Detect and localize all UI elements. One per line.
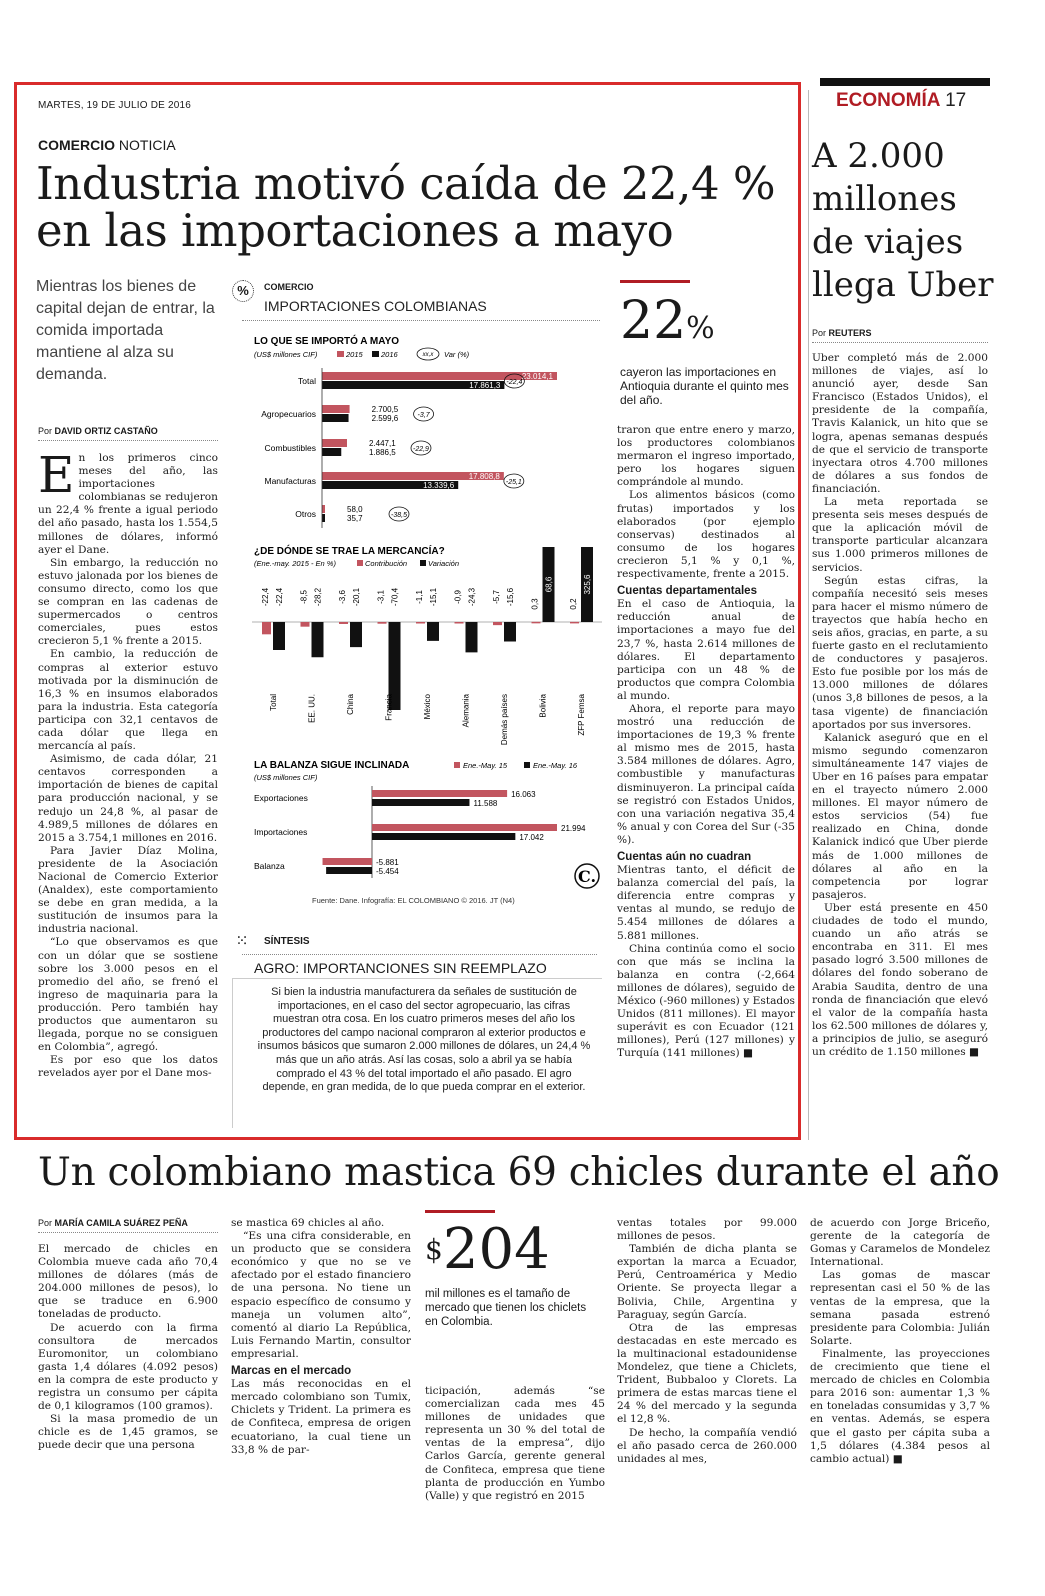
label-16: 17.042 (519, 833, 544, 842)
bar-15 (372, 790, 507, 797)
chart-tag: COMERCIO (264, 282, 314, 292)
chart3-category: Balanza (254, 861, 285, 871)
chart2-category: China (346, 694, 355, 715)
value-2015: 17.808,8 (468, 472, 500, 481)
variation-bar (350, 622, 362, 647)
bar-2016 (322, 414, 349, 422)
variation-label: -24,3 (467, 587, 477, 607)
chart1-title: LO QUE SE IMPORTÓ A MAYO (254, 336, 400, 347)
chicles-column-5: de acuerdo con Jorge Briceño, gerente de la categoría de Gomas y Caramelos de Mondelez International. Las gomas de mascar representan casi el 50 % de las ventas de la empresa, que la semana pasada estrenó presidente para Colombia: Julián Solarte. Finalmente, las proyecciones de crecimiento que tiene el mercado de chicles en Colombia para 2016 son: aumentar 1,3 % en toneladas consumidas y 3,7 % en ventas. Además, se espera que el gasto per cápita suba a 1,5 dólares (4.384 pesos al cambio actual) ■ (810, 1217, 990, 1465)
uber-column: Uber completó más de 2.000 millones de viajes, así lo anunció ayer, desde San Francisco (Estados Unidos), el presidente de la compañía, Travis Kalanick, un hito que se logra, apenas semanas después de que el servicio de transporte inyectara otros 4.700 millones de dólares a sus fondos de financiación. La meta reportada se presenta seis meses después de que la aplicación móvil de transporte particular alcanzara sus 1.000 primeros millones de servicios. Según estas cifras, la compañía necesitó seis meses para hacer el mismo número de trayectos que había hecho en seis años, gracias, en parte, a su fuerte gasto en el reclutamiento de conductores y pasajeros. Esto fue posible por los más de 13.000 millones de dólares (unos 3,8 billones de pesos, a la tasa vigente) de financiación aportados por sus inversores. Kalanick aseguró que en el mismo segundo comenzaron simultáneamente 147 viajes de Uber en 16 países para empatar en el trayecto número 2.000 millones. El mayor número de estos servicios (54) fue realizado en China, donde Kalanick indicó que Uber pierde más de 1.000 millones de dólares al año en la competencia por lograr pasajeros. Uber está presente en 450 ciudades de todo el mundo, cuando un año atrás se encontraba en 311. El mes pasado logró 3.500 millones de dólares del fondo soberano de Arabia Saudita, dentro de una ronda de financiación que elevó el valor de la compañía hasta los 62.500 millones de dólares y, a principios de julio, se aseguró un crédito de 1.150 millones ■ (812, 352, 988, 1058)
legend-15-swatch (454, 762, 460, 768)
bar-2015 (322, 439, 347, 447)
variation-bar (312, 622, 324, 657)
sintesis-title: AGRO: IMPORTANCIONES SIN REEMPLAZO (254, 960, 547, 976)
chart-svg (232, 278, 610, 908)
legend-contrib: Contribución (365, 559, 408, 568)
chart3-subtitle: (US$ millones CIF) (254, 773, 318, 782)
byline: Por DAVID ORTIZ CASTAÑO (38, 426, 218, 441)
variation-label: -70,4 (390, 587, 400, 607)
page-date: MARTES, 19 DE JULIO DE 2016 (38, 100, 192, 111)
drop-cap: E (38, 446, 75, 504)
subhead-departamentales: Cuentas departamentales (617, 585, 757, 598)
value-2015: 58,0 (347, 505, 363, 514)
section-bar (820, 78, 990, 86)
contrib-bar (570, 622, 579, 624)
legend-var: Var (%) (444, 350, 470, 359)
variation-label: 325,6 (583, 574, 592, 595)
legend-var-label: xx,x (422, 352, 434, 358)
subhead-cuentas: Cuentas aún no cuadran (617, 851, 752, 863)
contrib-bar (262, 622, 271, 634)
contrib-bar (455, 622, 464, 624)
label-16: 11.588 (473, 799, 498, 808)
variation-bar (427, 622, 439, 641)
contrib-bar (378, 622, 387, 624)
value-2016: 13.339,6 (423, 481, 455, 490)
sintesis-icon: ⁙ (235, 933, 249, 950)
contrib-label: 0,2 (569, 598, 578, 610)
contrib-label: -22,4 (261, 587, 270, 607)
value-2016: 35,7 (347, 514, 363, 523)
contrib-label: -3,6 (338, 590, 347, 604)
page-number: 17 (945, 90, 967, 111)
chicles-byline: Por MARÍA CAMILA SUÁREZ PEÑA (38, 1218, 218, 1233)
bar-2016 (322, 448, 341, 456)
legend-2016: 2016 (381, 350, 398, 359)
bar-15 (372, 824, 557, 831)
chart1-category: Agropecuarios (261, 409, 316, 419)
variation-label: -28,2 (313, 587, 323, 607)
contrib-label: 0,3 (530, 598, 540, 610)
chart-source: Fuente: Dane. Infografía: EL COLOMBIANO © 2016. JT (N4) (312, 896, 515, 905)
chart1-subtitle: (US$ millones CIF) (254, 350, 318, 359)
label-16: -5.454 (376, 867, 399, 876)
contrib-bar (339, 622, 348, 624)
legend-var-swatch (420, 560, 426, 566)
value-2016: 1.886,5 (368, 448, 396, 457)
chart3-category: Exportaciones (254, 793, 308, 803)
infographic (232, 278, 610, 908)
chart1-category: Combustibles (264, 443, 316, 453)
chart2-category: EE. UU. (307, 694, 317, 723)
uber-headline: A 2.000 millones de viajes llega Uber (812, 136, 994, 305)
legend-15: Ene.-May. 15 (463, 761, 508, 770)
value-2016: 2.599,6 (371, 414, 399, 423)
main-column-1: En los primeros cinco meses del año, las importaciones colombianas se redujeron un 22,4 % frente a igual periodo del año pasado, hasta los 1.554,5 millones de dólares, informó ayer el Dane. Sin embargo, la reducción no estuvo jalonada por los bienes de consumo directo, como los que se compran en las cadenas de supermercados o centros comerciales, pues estos crecieron 5,1 % frente a 2015. En cambio, la reducción de compras al exterior estuvo motivada por la disminución de 16,3 % en insumos elaborados para la industria. Esta categoría participa con 32,1 centavos de cada dólar que llega en mercancía al país. Asimismo, de cada dólar, 21 centavos corresponden a importación de bienes de capital para producción nacional, y se redujo un 24,8 %, al pasar de 4.989,5 millones de dólares en 2015 a 3.754,1 millones en 2016. Para Javier Díaz Molina, presidente de la Asociación Nacional de Comercio Exterior (Analdex), este comportamiento se debe en gran medida, a la sustitución de insumos para la industria nacional. “Lo que observamos es que con un dólar que se sostiene sobre los 3.000 pesos en el promedio del año, se frenó el ingreso de maquinaria para la producción. Pero también hay productos que aumentaron su llegada, porque no se consiguen en Colombia”, agregó. Es por eso que los datos revelados ayer por el Dane mos- (38, 446, 218, 1080)
chicles-column-2: se mastica 69 chicles al año. “Es una cifra considerable, en un producto que se considera económico y que no se ve afectado por el estado financiero de una persona. No tiene un espacio específico de consumo y maneja un volumen alto”, comentó al diario La República, Luis Fernando Martin, consultor empresarial. Marcas en el mercado Las más reconocidas en el mercado colombiano son Tumix, Chiclets y Trident. La primera es de Confiteca, empresa de origen ecuatoriano, la cual tiene un 33,8 % de par- (231, 1217, 411, 1456)
chart2-subtitle: (Ene.-may. 2015 - En %) (254, 559, 336, 568)
bar-16 (372, 833, 515, 840)
bar-16 (372, 799, 469, 806)
var-label: -38,5 (391, 512, 407, 519)
legend-16-swatch (524, 762, 530, 768)
value-2015: 23.014,1 (521, 372, 553, 381)
contrib-label: -3,1 (376, 590, 386, 604)
legend-2015-swatch (337, 351, 344, 357)
chart1-category: Total (298, 376, 316, 386)
contrib-label: -8,5 (299, 590, 309, 604)
chicles-headline: Un colombiano mastica 69 chicles durante el año (38, 1150, 1000, 1195)
chart2-category: Demás países (500, 694, 509, 746)
contrib-bar (416, 622, 425, 624)
bar-2016 (322, 514, 325, 522)
value-2015: 2.447,1 (368, 439, 396, 448)
chart2-category: Total (269, 694, 278, 711)
label-15: 21.994 (561, 824, 586, 833)
chart1-category: Otros (295, 509, 316, 519)
value-2015: 2.700,5 (371, 405, 399, 414)
lede: Mientras los bienes de capital dejan de entrar, la comida importada mantiene al alza su demanda. (36, 278, 215, 383)
bar-16 (326, 867, 372, 874)
legend-2015: 2015 (346, 350, 363, 359)
main-column-3: traron que entre enero y marzo, los productores colombianos mermaron el ingreso importado, pero los hogares siguen comprándole al mundo. Los alimentos básicos (como frutas) importados y los elaborados (por ejemplo conservas) destinados al consumo de los hogares crecieron 5,1 % y 0,1 %, respectivamente, frente a 2015. Cuentas departamentales En el caso de Antioquia, la reducción anual de importaciones a mayo fue del 23,7 %, hasta 2.614 millones de dólares. El departamento participa con un 48 % de productos que compra Colombia al mundo. Ahora, el reporte para mayo mostró una reducción de importaciones de 19,3 % frente al mismo mes de 2015, hasta 3.584 millones de dólares. Agro, combustible y manufacturas disminuyeron. La principal caída se registró con Estados Unidos, con una variación negativa 35,4 % anual y con Corea del Sur (-35 %). Cuentas aún no cuadran Mientras tanto, el déficit de balanza comercial del país, la diferencia entre compras y ventas al mundo, se redujo de 5.454 millones de dólares a 5.881 millones. China continúa como el socio con que más se inclina la balanza en contra (-2,664 millones de dólares), seguido de México (-960 millones) y Estados Unidos (811 millones). El mayor superávit es con Ecuador (121 millones), Perú (127 millones) y Turquía (141 millones) ■ (617, 424, 795, 1060)
chart2-category: México (423, 694, 432, 720)
legend-2016-swatch (372, 351, 379, 357)
contrib-bar (493, 622, 502, 625)
chicles-column-3: ticipación, además “se comercializan cada mes 45 millones de unidades que representa un 30 % del total de ventas de la empresa”, dijo Carlos García, gerente general de Confiteca, empresa que tiene planta de producción en Yumbo (Valle) y que registró en 2015 (425, 1385, 605, 1502)
contrib-label: -0,9 (453, 590, 463, 604)
bar-2015 (322, 405, 350, 413)
stat-204: $204 mil millones es el tamaño de mercado que tienen los chiclets en Colombia. (425, 1210, 605, 1329)
label-15: -5.881 (376, 858, 399, 867)
contrib-bar (532, 622, 541, 624)
stat-block (620, 280, 800, 407)
var-label: -22,9 (413, 446, 429, 453)
chart3-title: LA BALANZA SIGUE INCLINADA (254, 760, 410, 771)
label-15: 16.063 (511, 790, 536, 799)
variation-label: -15,1 (429, 587, 438, 607)
bar-2015 (322, 505, 325, 513)
bar-15 (323, 858, 372, 865)
chart-header-title: IMPORTACIONES COLOMBIANAS (264, 298, 487, 314)
stat-value: 22% (620, 291, 715, 351)
stat-text: cayeron las importaciones en Antioquia durante el quinto mes del año. (620, 365, 789, 407)
variation-label: -15,6 (506, 587, 515, 607)
chart2-category: Alemania (461, 694, 471, 728)
chicles-column-1: El mercado de chicles en Colombia mueve cada año 70,4 millones de dólares (más de 204.000 millones de pesos), lo que se traduce en 6.900 toneladas de producto. De acuerdo con la firma consultora de mercados Euromonitor, un colombiano gasta 1,4 dólares (4.092 pesos) en la compra de este producto y registra un consumo per cápita de 0,1 kilogramos (100 gramos). Si la masa promedio de un chicle es de 1,45 gramos, se puede decir que una persona (38, 1243, 218, 1452)
chart3-category: Importaciones (254, 827, 308, 837)
legend-16: Ene.-May. 16 (533, 761, 578, 770)
var-label: -3,7 (417, 412, 430, 419)
variation-label: 68,6 (544, 576, 554, 593)
chart2-category: Francia (384, 694, 394, 721)
value-2016: 17.861,3 (469, 381, 501, 390)
section-name: ECONOMÍA 17 (836, 90, 967, 111)
variation-bar (504, 622, 516, 642)
variation-bar (273, 622, 285, 650)
variation-label: -20,1 (352, 587, 361, 607)
kicker: COMERCIO NOTICIA (38, 137, 176, 153)
contrib-label: -5,7 (492, 590, 501, 604)
chicles-column-4: ventas totales por 99.000 millones de pesos. También de dicha planta se exportan la marca a Ecuador, Perú, Centroamérica y Medio Oriente. Se proyecta llegar a Bolivia, Chile, Argentina y Paraguay, según García. Otra de las empresas destacadas en este mercado es la multinacional estadounidense Mondelez, que tiene a Chiclets, Trident, Bubbaloo y Clorets. La primera de estas marcas tiene el 24 % del mercado y la segunda el 12,8 %. De hecho, la compañía vendió el año pasado cerca de 260.000 unidades al mes, (617, 1217, 797, 1465)
percent-icon: % (232, 280, 254, 302)
uber-byline: Por REUTERS (812, 328, 988, 343)
contrib-label: -1,1 (415, 590, 424, 604)
contrib-bar (301, 622, 310, 627)
legend-contrib-swatch (357, 560, 363, 566)
chart2-category: Bolivia (538, 694, 548, 718)
main-headline: Industria motivó caída de 22,4 % en las importaciones a mayo (36, 157, 776, 257)
subhead-marcas: Marcas en el mercado (231, 1365, 352, 1378)
sintesis-text: Si bien la industria manufacturera da señales de sustitución de importaciones, en el caso del sector agropecuario, las cifras muestran otra cosa. En los cuatro primeros meses del año los productores del campo nacional compraron al exterior productos e insumos básicos que sumaron 2.000 millones de dólares, un 24,4 % más que un año atrás. Así las cosas, solo a abril ya se había comprado el 43 % del total importado el año pasado. El agro depende, en gran medida, de lo que pueda comprar en el exterior. (257, 986, 591, 1094)
chart1-category: Manufacturas (264, 476, 316, 486)
chart2-title: ¿DE DÓNDE SE TRAE LA MERCANCÍA? (254, 546, 445, 557)
variation-label: -22,4 (275, 587, 284, 607)
variation-bar (466, 622, 478, 652)
logo-letter: C. (577, 867, 597, 886)
legend-variation: Variación (428, 559, 459, 568)
chart2-category: ZFP Femsa (577, 694, 586, 736)
var-label: -22,4 (506, 379, 523, 386)
var-label: -25,1 (505, 479, 522, 486)
